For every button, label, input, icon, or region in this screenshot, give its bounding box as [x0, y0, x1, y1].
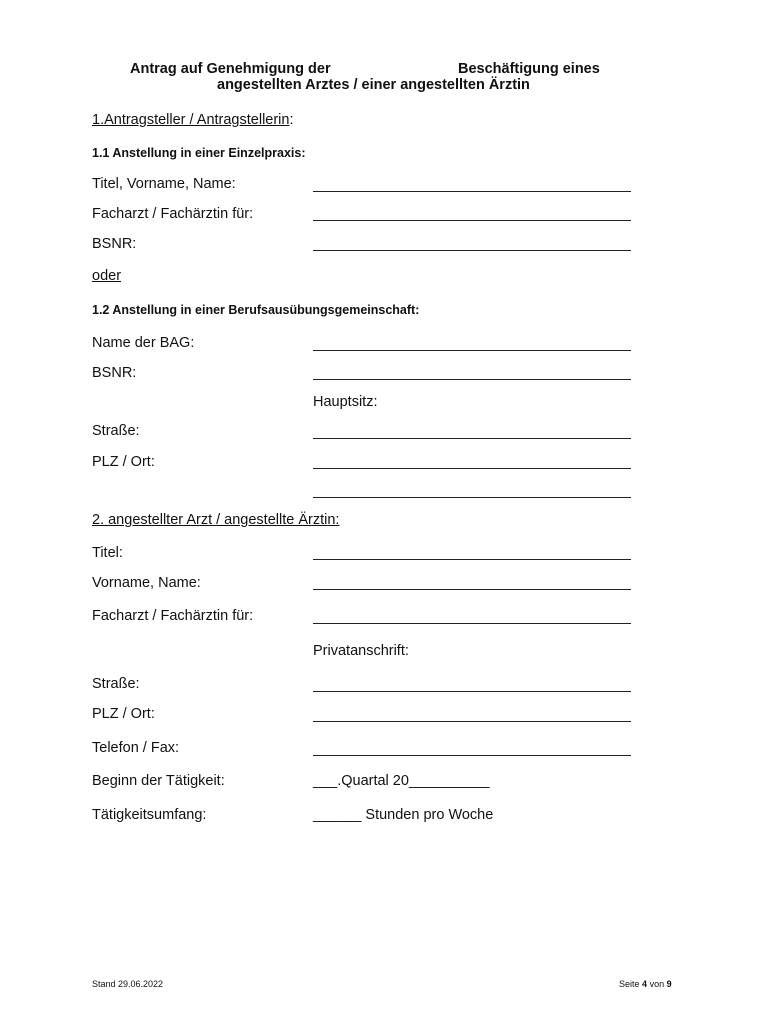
footer-seite: Seite	[619, 979, 640, 989]
subsection-1-2: 1.2 Anstellung in einer Berufsausübungsgemeinschaft:	[92, 303, 420, 317]
title-right: Beschäftigung eines	[458, 61, 600, 77]
label-strasse-1: Straße:	[92, 423, 140, 439]
title-left: Antrag auf Genehmigung der	[130, 61, 331, 77]
input-line-strasse-1[interactable]	[313, 438, 631, 439]
input-line-vorname-name[interactable]	[313, 589, 631, 590]
label-plz-ort-1: PLZ / Ort:	[92, 454, 155, 470]
label-facharzt-2: Facharzt / Fachärztin für:	[92, 608, 254, 624]
oder-text: oder	[92, 268, 122, 284]
input-line-facharzt-1[interactable]	[313, 220, 631, 221]
label-bsnr-2: BSNR:	[92, 365, 137, 381]
input-line-plz-ort-2[interactable]	[313, 721, 631, 722]
input-line-name-bag[interactable]	[313, 350, 631, 351]
label-bsnr-1: BSNR:	[92, 236, 137, 252]
input-line-telefon-fax[interactable]	[313, 755, 631, 756]
input-line-plz-ort-1[interactable]	[313, 468, 631, 469]
label-facharzt-1: Facharzt / Fachärztin für:	[92, 206, 254, 222]
label-telefon-fax: Telefon / Fax:	[92, 740, 180, 756]
label-name-bag: Name der BAG:	[92, 335, 195, 351]
label-privatanschrift: Privatanschrift:	[313, 643, 409, 659]
input-line-titel[interactable]	[313, 559, 631, 560]
label-plz-ort-2: PLZ / Ort:	[92, 706, 155, 722]
label-beginn: Beginn der Tätigkeit:	[92, 773, 225, 789]
label-titel: Titel:	[92, 545, 123, 561]
section1-heading-text: 1.Antragsteller / Antragstellerin	[92, 112, 290, 128]
footer-von: von	[649, 979, 665, 989]
input-line-facharzt-2[interactable]	[313, 623, 631, 624]
subsection-1-1: 1.1 Anstellung in einer Einzelpraxis:	[92, 146, 306, 160]
title-line2: angestellten Arztes / einer angestellten Ärztin	[217, 77, 530, 93]
footer-page-number: 4	[642, 979, 648, 989]
beginn-value[interactable]: ___.Quartal 20__________	[313, 773, 490, 789]
input-line-extra[interactable]	[313, 497, 631, 498]
label-strasse-2: Straße:	[92, 676, 140, 692]
input-line-bsnr-2[interactable]	[313, 379, 631, 380]
section1-heading	[92, 112, 294, 128]
footer-stand: Stand 29.06.2022	[92, 979, 164, 989]
umfang-value[interactable]: ______ Stunden pro Woche	[313, 807, 494, 823]
input-line-bsnr-1[interactable]	[313, 250, 631, 251]
label-hauptsitz: Hauptsitz:	[313, 394, 378, 410]
footer-total-pages: 9	[666, 979, 672, 989]
label-taetigkeitsumfang: Tätigkeitsumfang:	[92, 807, 207, 823]
section1-heading-colon: :	[289, 112, 294, 128]
footer-page-info	[619, 979, 672, 989]
section2-heading: 2. angestellter Arzt / angestellte Ärztin:	[92, 512, 340, 528]
label-vorname-name: Vorname, Name:	[92, 575, 201, 591]
input-line-strasse-2[interactable]	[313, 691, 631, 692]
input-line-titel-vorname-name[interactable]	[313, 191, 631, 192]
label-titel-vorname-name: Titel, Vorname, Name:	[92, 176, 236, 192]
